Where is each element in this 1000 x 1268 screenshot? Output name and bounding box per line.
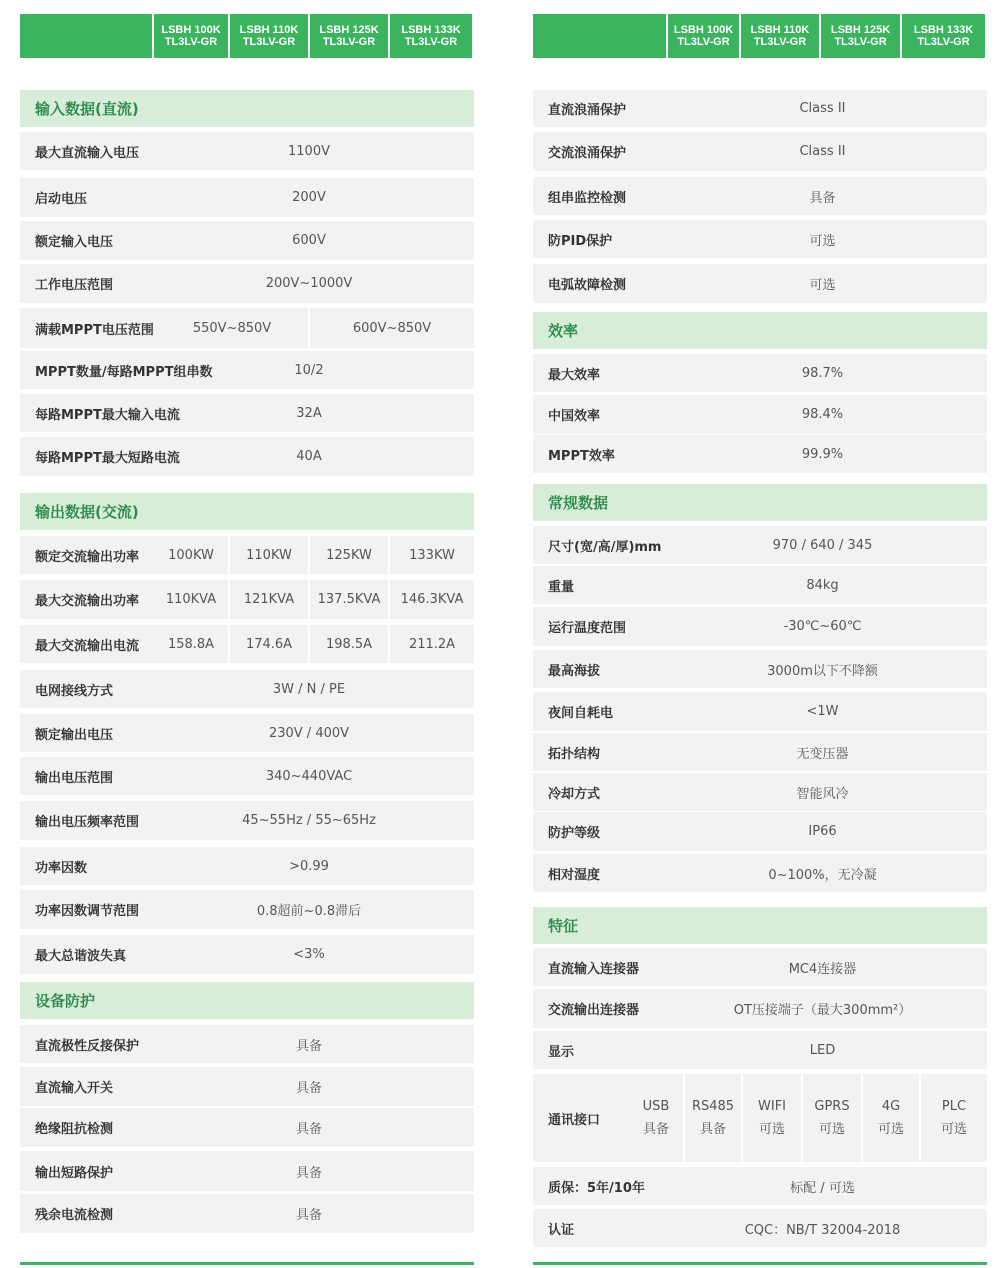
comm-interface-status: 可选 <box>818 1122 845 1137</box>
spec-row <box>533 948 987 986</box>
spec-value: 133KW <box>409 547 455 563</box>
spec-value: 550V~850V <box>192 320 272 336</box>
spec-value: 230V / 400V <box>268 725 350 741</box>
comm-interface-cell <box>685 1074 741 1162</box>
spec-value: 可选 <box>809 233 836 249</box>
spec-label: 电网接线方式 <box>35 683 114 699</box>
spec-row <box>533 177 987 215</box>
spec-row <box>20 437 474 476</box>
section-title: 设备防护 <box>35 992 96 1010</box>
spec-row <box>20 625 474 663</box>
spec-label: 交流输出连接器 <box>548 1003 640 1018</box>
spec-value: 40A <box>296 449 322 464</box>
spec-row <box>533 607 987 646</box>
spec-label: 每路MPPT最大短路电流 <box>35 451 180 466</box>
spec-row <box>533 90 987 127</box>
spec-row <box>20 714 474 752</box>
spec-label: 最大交流输出电流 <box>35 638 140 654</box>
spec-label: 夜间自耗电 <box>548 706 614 721</box>
comm-interface-status: 具备 <box>642 1122 669 1137</box>
model-header-row <box>20 14 474 58</box>
spec-value: 具备 <box>295 1081 322 1096</box>
model-variant: TL3LV-GR <box>917 36 970 48</box>
spec-label: 最大总谐波失真 <box>35 949 127 964</box>
spec-label: 残余电流检测 <box>35 1208 114 1223</box>
spec-value: CQC：NB/T 32004-2018 <box>744 1222 901 1238</box>
spec-label: 额定交流输出功率 <box>35 549 140 565</box>
comm-interface-cell <box>863 1074 919 1162</box>
spec-label: 防PID保护 <box>548 233 613 249</box>
spec-label: 显示 <box>548 1044 575 1060</box>
spec-label: 最大交流输出功率 <box>35 594 140 609</box>
spec-label: 相对湿度 <box>548 867 601 883</box>
model-variant: TL3LV-GR <box>677 36 730 48</box>
model-header-cell <box>668 14 739 58</box>
model-variant: TL3LV-GR <box>834 36 887 48</box>
comm-interface-cell <box>803 1074 861 1162</box>
section-title: 输入数据(直流) <box>35 100 139 118</box>
spec-value: 125KW <box>326 547 372 563</box>
spec-row <box>20 801 474 840</box>
section-title: 效率 <box>548 322 579 340</box>
comm-interface-status: 可选 <box>758 1122 785 1137</box>
spec-label: MPPT数量/每路MPPT组串数 <box>35 364 213 380</box>
spec-label: MPPT效率 <box>548 448 615 464</box>
spec-label: 输出电压范围 <box>35 770 114 786</box>
spec-label: 尺寸(宽/高/厚)mm <box>548 539 662 555</box>
spec-label: 直流输入连接器 <box>548 961 640 977</box>
spec-label: 中国效率 <box>548 409 601 424</box>
model-name: LSBH 125K <box>830 24 891 36</box>
spec-label: 满载MPPT电压范围 <box>35 322 154 338</box>
spec-row <box>20 351 474 389</box>
spec-row <box>20 1067 474 1106</box>
spec-value: 174.6A <box>245 636 293 652</box>
model-header-cell <box>230 14 308 58</box>
section-title: 特征 <box>548 917 579 935</box>
spec-value: OT压接端子（最大300mm²） <box>733 1003 912 1018</box>
spec-value: 137.5KVA <box>317 592 381 607</box>
section-title: 输出数据(交流) <box>35 503 139 521</box>
spec-value: 340~440VAC <box>265 768 353 784</box>
spec-value: Class II <box>799 144 846 159</box>
spec-value: LED <box>809 1042 836 1058</box>
comm-interface-status: 具备 <box>699 1122 726 1137</box>
spec-row <box>533 435 987 473</box>
section-header <box>533 484 987 521</box>
model-header-row <box>533 14 987 58</box>
spec-label: 输出电压频率范围 <box>35 815 140 830</box>
comm-interface-row <box>533 1074 987 1162</box>
spec-row <box>20 670 474 708</box>
section-header <box>20 90 474 127</box>
spec-row <box>20 1194 474 1233</box>
model-variant: TL3LV-GR <box>753 36 807 48</box>
model-name: LSBH 110K <box>750 24 810 36</box>
comm-interface-status: 可选 <box>940 1122 967 1137</box>
spec-value: 200V~1000V <box>265 276 353 291</box>
spec-row <box>20 1108 474 1147</box>
spec-value: 100KW <box>168 547 214 563</box>
spec-label: 电弧故障检测 <box>548 278 627 293</box>
spec-row <box>533 395 987 434</box>
model-header-cell <box>902 14 985 58</box>
spec-value: 具备 <box>295 1122 322 1137</box>
spec-row <box>20 536 474 574</box>
spec-label: 每路MPPT最大输入电流 <box>35 407 180 423</box>
comm-interface-name: RS485 <box>691 1099 735 1114</box>
spec-label: 质保：5年/10年 <box>548 1180 645 1196</box>
spec-value: 具备 <box>295 1165 322 1181</box>
spec-value: 具备 <box>809 190 836 206</box>
section-title: 常规数据 <box>548 494 609 512</box>
spec-row <box>533 220 987 258</box>
model-header-cell <box>821 14 900 58</box>
section-header <box>533 907 987 944</box>
model-variant: TL3LV-GR <box>164 36 218 48</box>
spec-row <box>20 890 474 929</box>
spec-value: 99.9% <box>801 446 844 462</box>
spec-value: 标配 / 可选 <box>790 1180 855 1196</box>
spec-value: 32A <box>296 405 322 421</box>
model-header-cell <box>741 14 819 58</box>
spec-label: 通讯接口 <box>548 1112 601 1128</box>
spec-value: 98.4% <box>801 407 844 422</box>
spec-row <box>533 1031 987 1069</box>
spec-value: MC4连接器 <box>788 961 857 977</box>
comm-interface-cell <box>921 1074 987 1162</box>
spec-label: 额定输入电压 <box>35 235 114 250</box>
spec-label: 防护等级 <box>548 826 601 841</box>
spec-value: 具备 <box>295 1038 322 1054</box>
section-header <box>20 982 474 1019</box>
model-name: LSBH 100K <box>161 24 221 36</box>
spec-row <box>533 692 987 731</box>
spec-value: 200V <box>292 190 326 205</box>
spec-value: <3% <box>293 947 325 962</box>
spec-row <box>533 733 987 771</box>
spec-value: >0.99 <box>289 858 329 874</box>
spec-row <box>533 132 987 171</box>
spec-row <box>20 221 474 260</box>
spec-row <box>533 1209 987 1247</box>
spec-row <box>20 935 474 974</box>
spec-value: -30℃~60℃ <box>783 619 862 634</box>
spec-value: 3W / N / PE <box>272 681 346 697</box>
spec-label: 组串监控检测 <box>548 190 627 206</box>
spec-row <box>20 847 474 885</box>
spec-value: 无变压器 <box>796 746 849 762</box>
spec-row <box>533 812 987 851</box>
spec-value: 146.3KVA <box>400 592 464 607</box>
comm-interface-name: USB <box>642 1099 670 1114</box>
model-name: LSBH 133K <box>913 24 974 36</box>
spec-row <box>20 394 474 432</box>
spec-label: 功率因数调节范围 <box>35 904 140 919</box>
spec-value: <1W <box>806 704 839 719</box>
bottom-accent-line <box>533 1262 987 1265</box>
model-variant: TL3LV-GR <box>322 36 376 48</box>
spec-row <box>20 1151 474 1191</box>
spec-row <box>20 132 474 170</box>
spec-value: 可选 <box>809 278 836 293</box>
spec-value: 121KVA <box>243 592 295 607</box>
spec-label: 最大效率 <box>548 367 601 383</box>
spec-value: 45~55Hz / 55~65Hz <box>242 813 376 828</box>
spec-row <box>20 264 474 303</box>
model-variant: TL3LV-GR <box>242 36 296 48</box>
comm-interface-cell <box>629 1074 683 1162</box>
spec-value: Class II <box>799 101 846 116</box>
spec-value: 10/2 <box>294 362 324 378</box>
spec-label: 认证 <box>548 1222 575 1238</box>
model-name: LSBH 110K <box>239 24 299 36</box>
spec-label: 工作电压范围 <box>35 278 114 293</box>
spec-value: 0~100%，无冷凝 <box>768 867 877 883</box>
spec-value: 600V~850V <box>352 320 432 336</box>
spec-row <box>533 773 987 811</box>
model-header-cell <box>310 14 388 58</box>
comm-interface-name: PLC <box>941 1099 967 1114</box>
spec-label: 直流浪涌保护 <box>548 103 627 118</box>
spec-label: 直流输入开关 <box>35 1081 114 1096</box>
model-name: LSBH 133K <box>401 24 461 36</box>
model-header-cell <box>154 14 228 58</box>
spec-label: 输出短路保护 <box>35 1165 114 1181</box>
spec-value: 84kg <box>806 577 839 593</box>
spec-row <box>533 650 987 688</box>
spec-value: 1100V <box>288 143 330 159</box>
spec-label: 运行温度范围 <box>548 621 627 636</box>
spec-row <box>20 757 474 795</box>
model-name: LSBH 125K <box>319 24 379 36</box>
spec-value: IP66 <box>808 824 837 839</box>
spec-row <box>533 854 987 892</box>
header-blank-cell <box>20 14 152 58</box>
spec-row <box>20 178 474 217</box>
model-header-cell <box>390 14 472 58</box>
spec-value: 600V <box>292 233 326 248</box>
spec-value: 198.5A <box>325 636 373 652</box>
section-header <box>20 493 474 530</box>
spec-value: 智能风冷 <box>796 786 849 802</box>
spec-label: 直流极性反接保护 <box>35 1038 140 1054</box>
spec-row <box>533 354 987 392</box>
spec-value: 158.8A <box>167 636 215 652</box>
spec-row <box>20 580 474 619</box>
comm-interface-cell <box>743 1074 801 1162</box>
spec-label: 最高海拔 <box>548 663 601 679</box>
spec-label: 绝缘阻抗检测 <box>35 1122 114 1137</box>
spec-label: 冷却方式 <box>548 786 601 802</box>
comm-interface-name: GPRS <box>814 1099 850 1114</box>
model-name: LSBH 100K <box>673 24 734 36</box>
spec-value: 0.8超前~0.8滞后 <box>256 904 362 919</box>
bottom-accent-line <box>20 1262 474 1265</box>
spec-row <box>533 1167 987 1205</box>
section-header <box>533 312 987 349</box>
spec-label: 交流浪涌保护 <box>548 146 627 161</box>
spec-value: 110KW <box>246 547 292 563</box>
spec-value: 970 / 640 / 345 <box>772 537 873 553</box>
spec-value: 110KVA <box>165 592 217 607</box>
spec-value: 具备 <box>295 1208 322 1223</box>
spec-row <box>533 989 987 1028</box>
spec-value: 211.2A <box>408 636 456 652</box>
model-variant: TL3LV-GR <box>404 36 458 48</box>
spec-label: 最大直流输入电压 <box>35 145 140 161</box>
spec-label: 重量 <box>548 579 575 595</box>
spec-row <box>20 1025 474 1063</box>
comm-interface-name: WIFI <box>758 1099 786 1114</box>
comm-interface-name: 4G <box>881 1099 901 1114</box>
header-blank-cell <box>533 14 666 58</box>
spec-row <box>533 566 987 604</box>
spec-label: 拓扑结构 <box>548 746 601 762</box>
spec-label: 启动电压 <box>35 192 88 207</box>
spec-label: 额定输出电压 <box>35 727 114 743</box>
spec-row <box>533 264 987 303</box>
comm-interface-status: 可选 <box>877 1122 904 1137</box>
spec-row <box>533 526 987 564</box>
spec-value: 3000m以下不降额 <box>767 663 878 679</box>
spec-value: 98.7% <box>801 365 844 381</box>
spec-label: 功率因数 <box>35 860 88 876</box>
spec-row <box>20 308 474 348</box>
